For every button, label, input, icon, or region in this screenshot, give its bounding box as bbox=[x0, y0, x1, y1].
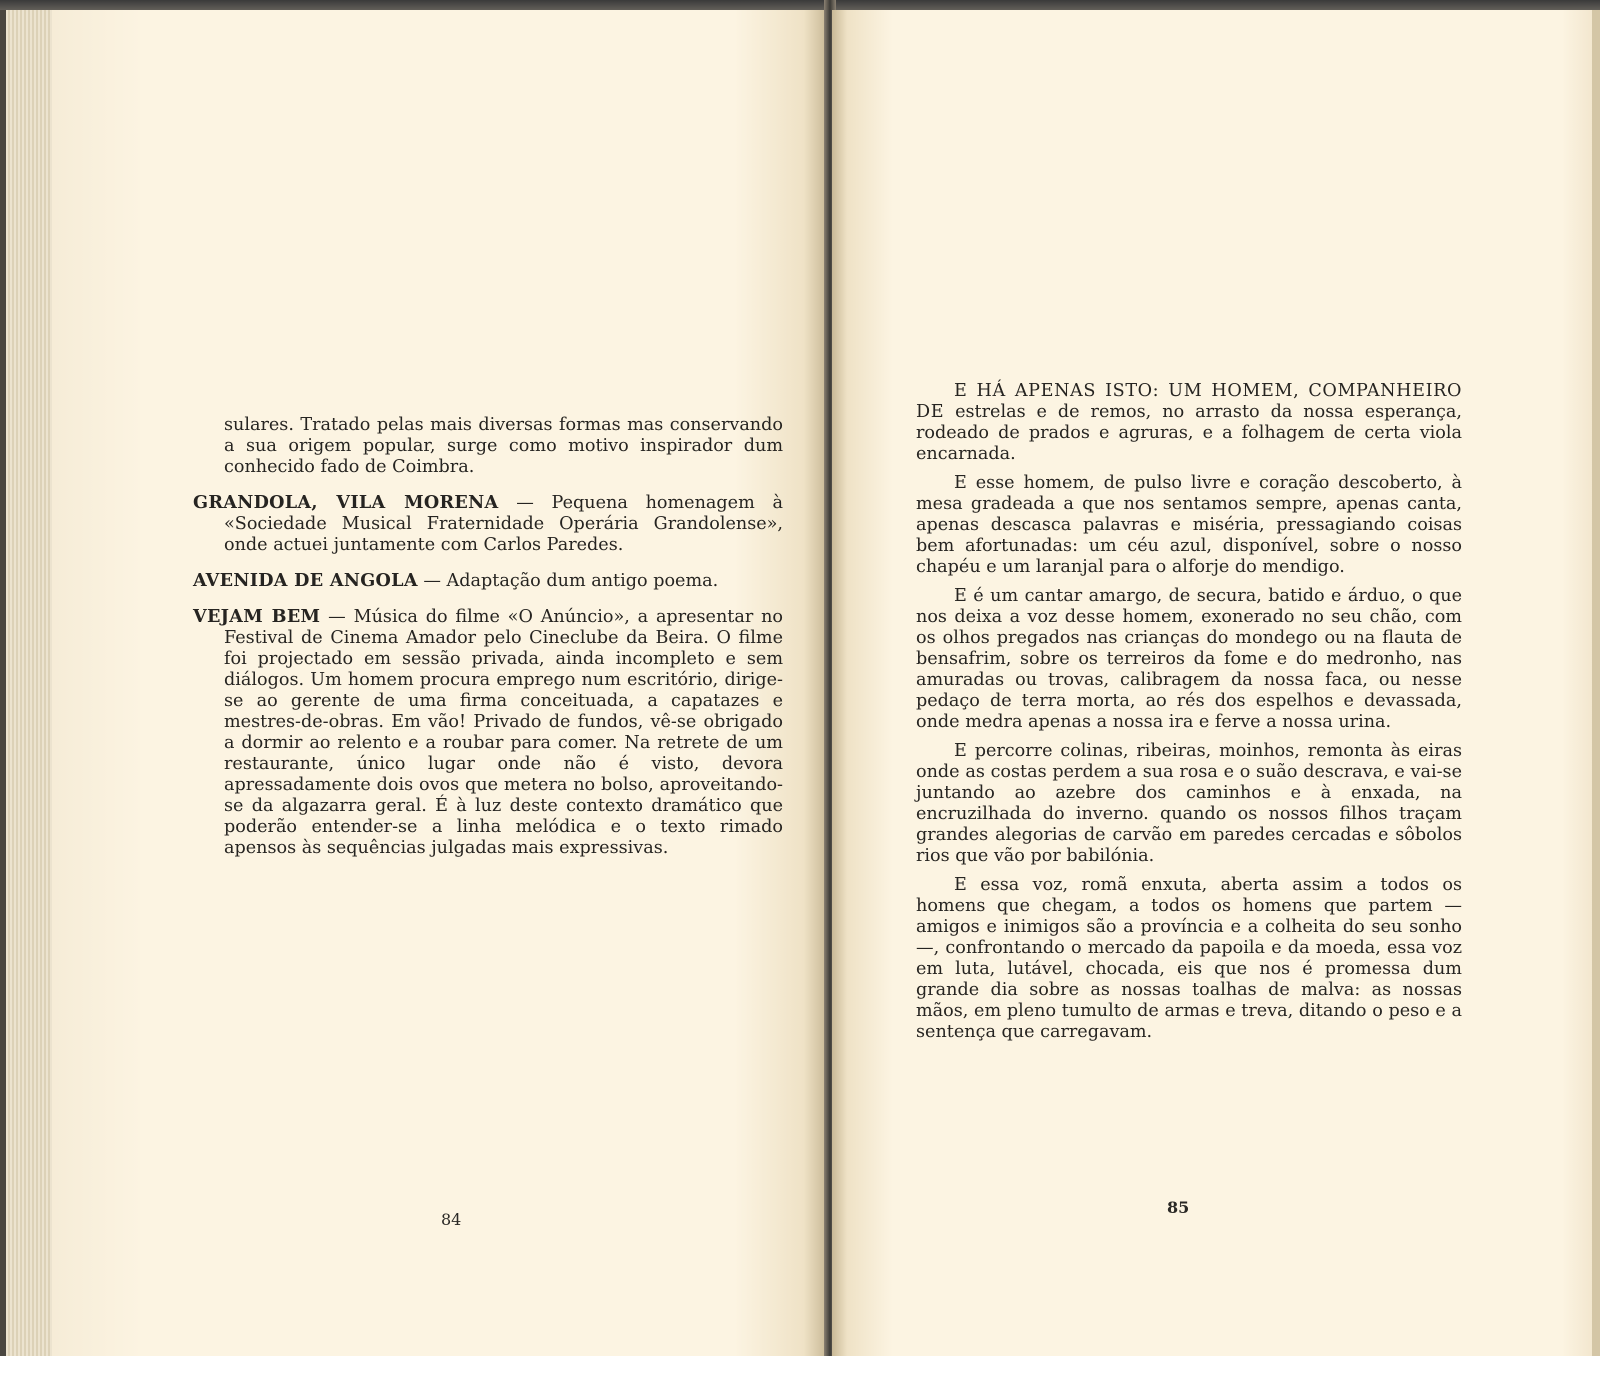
paragraph bbox=[916, 381, 1462, 465]
entry-text: — Adaptação dum antigo poema. bbox=[423, 571, 719, 591]
entry-term: VEJAM BEM bbox=[193, 606, 321, 627]
paragraph-text: E esse homem, de pulso livre e coração descoberto, à mesa gradeada a que nos sentamos sempre, apenas canta, apenas descasca palavras e miséria, pressagiando coisas bem afortunadas: um céu azul, disponível, sobre o nosso chapéu e um laranjal para o alforje do mendigo. bbox=[916, 473, 1462, 577]
left-page bbox=[52, 10, 827, 1358]
paragraph bbox=[916, 586, 1462, 733]
glossary-entry bbox=[193, 606, 783, 859]
paragraph bbox=[916, 741, 1462, 867]
paragraph bbox=[916, 473, 1462, 578]
glossary-entry bbox=[193, 570, 783, 592]
paragraph-lead-in: E HÁ APENAS ISTO: UM HOMEM, COMPANHEIRO DE bbox=[916, 381, 1462, 422]
page-stack-edge bbox=[0, 10, 52, 1360]
right-page bbox=[832, 10, 1600, 1358]
left-page-body bbox=[193, 415, 783, 873]
page-number: 84 bbox=[441, 1210, 462, 1229]
entry-text: — Pequena homenagem à «Sociedade Musical Fraternidade Operária Grandolense», onde actuei juntamente com Carlos Paredes. bbox=[224, 493, 783, 555]
entry-term: GRANDOLA, VILA MORENA bbox=[193, 492, 499, 513]
right-page-body bbox=[916, 381, 1462, 1051]
glossary-entry bbox=[193, 492, 783, 556]
paragraph-text: E essa voz, romã enxuta, aberta assim a todos os homens que chegam, a todos os homens que partem — amigos e inimigos são a província e a colheita do seu sonho—, confrontando o mercado da papoila e da moeda, essa voz em luta, lutável, chocada, eis que nos é promessa dum grande dia sobre as nossas toalhas de malva: as nossas mãos, em pleno tumulto de armas e treva, ditando o peso e a sentença que carregavam. bbox=[916, 875, 1462, 1042]
entry-text: — Música do filme «O Anúncio», a apresentar no Festival de Cinema Amador pelo Cineclube da Beira. O filme foi projectado em sessão privada, ainda incompleto e sem diálogos. Um homem procura emprego num escritório, dirige-se ao gerente de uma firma conceituada, a capatazes e mestres-de-obras. Em vão! Privado de fundos, vê-se obrigado a dormir ao relento e a roubar para comer. Na retrete de um restaurante, único lugar onde não é visto, devora apressadamente dois ovos que metera no bolso, aproveitando-se da algazarra geral. É à luz deste contexto dramático que poderão entender-se a linha melódica e o texto rimado apensos às sequências julgadas mais expressivas. bbox=[224, 607, 784, 858]
paragraph-text: E é um cantar amargo, de secura, batido e árduo, o que nos deixa a voz desse homem, exonerado no seu chão, com os olhos pregados nas crianças do mondego ou na flauta de bensafrim, sobre os terreiros da fome e do medronho, nas amuradas ou trovas, calibragem da nossa faca, ou nesse pedaço de terra morta, ao rés dos espelhos e devassada, onde medra apenas a nossa ira e ferve a nossa urina. bbox=[916, 586, 1462, 732]
continuation-paragraph: sulares. Tratado pelas mais diversas formas mas conservando a sua origem popular, surge como motivo inspirador dum conhecido fado de Coimbra. bbox=[224, 415, 783, 477]
paragraph-text: E percorre colinas, ribeiras, moinhos, remonta às eiras onde as costas perdem a sua rosa e o suão descrava, e vai-se juntando ao azebre dos caminhos e à enxada, na encruzilhada do inverno. quando os nossos filhos traçam grandes alegorias de carvão em paredes cercadas e sôbolos rios que vão por babilónia. bbox=[916, 741, 1462, 866]
entry-term: AVENIDA DE ANGOLA bbox=[193, 570, 418, 591]
paragraph bbox=[916, 875, 1462, 1043]
paragraph-text: estrelas e de remos, no arrasto da nossa esperança, rodeado de prados e agruras, e a folhagem de certa viola encarnada. bbox=[916, 402, 1462, 464]
page-number: 85 bbox=[1167, 1198, 1190, 1217]
scanner-background bbox=[0, 1356, 1600, 1386]
